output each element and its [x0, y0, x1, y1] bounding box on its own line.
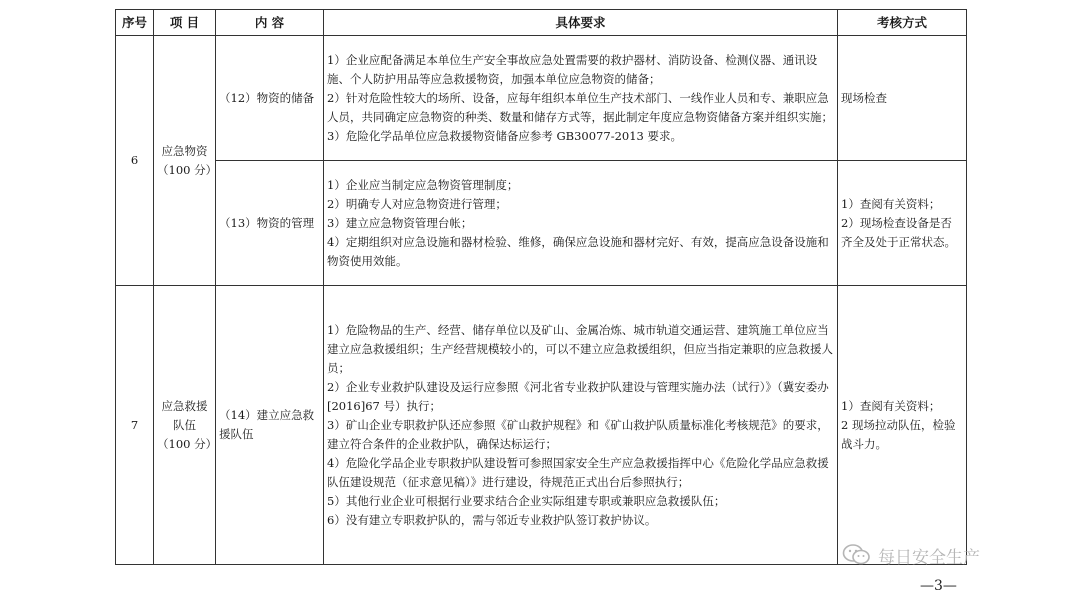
table-row: [116, 161, 967, 286]
requirement-item: 1）企业应当制定应急物资管理制度；: [327, 177, 519, 192]
check-method-item: 现场检查: [841, 90, 887, 105]
requirements-cell: [324, 36, 838, 161]
check-method-item: 1）查阅有关资料；: [841, 398, 941, 413]
check-method-cell: [838, 286, 967, 565]
item-cell: [154, 286, 216, 565]
item-label: 应急物资: [161, 143, 208, 158]
content-cell: （14）建立应急救援队伍: [216, 286, 324, 565]
item-score: （100 分）: [157, 162, 218, 177]
requirement-item: 4）定期组织对应急设施和器材检验、维修，确保应急设施和器材完好、有效，提高应急设备设施和物资使用效能。: [327, 234, 829, 268]
page-number: —3—: [920, 578, 957, 594]
item-cell: [154, 36, 216, 286]
requirement-item: 3）建立应急物资管理台帐；: [327, 215, 473, 230]
requirement-item: 4）危险化学品企业专职救护队建设暂可参照国家安全生产应急救援指挥中心《危险化学品应急救援队伍建设规范（征求意见稿）》进行建设，待规范正式出台后参照执行；: [327, 455, 829, 489]
table-row: [116, 36, 967, 161]
content-cell: （12）物资的储备: [216, 36, 324, 161]
header-requirements: 具体要求: [324, 10, 838, 36]
item-score: （100 分）: [157, 436, 218, 451]
table-row: [116, 286, 967, 565]
requirement-item: 5）其他行业企业可根据行业要求结合企业实际组建专职或兼职应急救援队伍；: [327, 493, 726, 508]
requirement-item: 2）企业专业救护队建设及运行应参照《河北省专业救护队建设与管理实施办法（试行）》（冀安委办[2016]67 号）执行；: [327, 379, 829, 413]
requirement-item: 3）矿山企业专职救护队还应参照《矿山救护规程》和《矿山救护队质量标准化考核规范》的要求，建立符合条件的企业救护队，确保达标运行；: [327, 417, 829, 451]
requirements-cell: [324, 161, 838, 286]
wechat-icon: [842, 543, 872, 567]
seq-cell: 6: [116, 36, 154, 286]
item-label: 应急救援: [161, 398, 208, 413]
check-method-cell: [838, 36, 967, 161]
check-method-item: 2 现场拉动队伍，检验战斗力。: [841, 417, 956, 451]
requirement-item: 1）危险物品的生产、经营、储存单位以及矿山、金属冶炼、城市轨道交通运营、建筑施工单位应当建立应急救援组织；生产经营规模较小的，可以不建立应急救援组织，但应当指定兼职的应急救援人员；: [327, 322, 833, 375]
requirement-item: 1）企业应配备满足本单位生产安全事故应急处置需要的救护器材、消防设备、检测仪器、通讯设施、个人防护用品等应急救援物资，加强本单位应急物资的储备；: [327, 52, 818, 86]
header-check-method: 考核方式: [838, 10, 967, 36]
requirement-item: 2）明确专人对应急物资进行管理；: [327, 196, 507, 211]
check-method-item: 1）查阅有关资料；: [841, 196, 941, 211]
header-item: 项 目: [154, 10, 216, 36]
content-cell: （13）物资的管理: [216, 161, 324, 286]
requirement-item: 3）危险化学品单位应急救援物资储备应参考 GB30077-2013 要求。: [327, 128, 682, 143]
seq-cell: 7: [116, 286, 154, 565]
header-seq: 序号: [116, 10, 154, 36]
watermark-text: 每日安全生产: [878, 547, 980, 568]
requirement-item: 2）针对危险性较大的场所、设备，应每年组织本单位生产技术部门、一线作业人员和专、兼职应急人员，共同确定应急物资的种类、数量和储存方式等，据此制定年度应急物资储备方案并组织实施；: [327, 90, 833, 124]
header-row: [116, 10, 967, 36]
item-label: 队伍: [173, 417, 196, 432]
requirements-table: [115, 9, 967, 565]
check-method-cell: [838, 161, 967, 286]
check-method-item: 2）现场检查设备是否齐全及处于正常状态。: [841, 215, 956, 249]
requirement-item: 6）没有建立专职救护队的，需与邻近专业救护队签订救护协议。: [327, 512, 657, 527]
requirements-cell: [324, 286, 838, 565]
watermark: [842, 542, 980, 568]
header-content: 内 容: [216, 10, 324, 36]
